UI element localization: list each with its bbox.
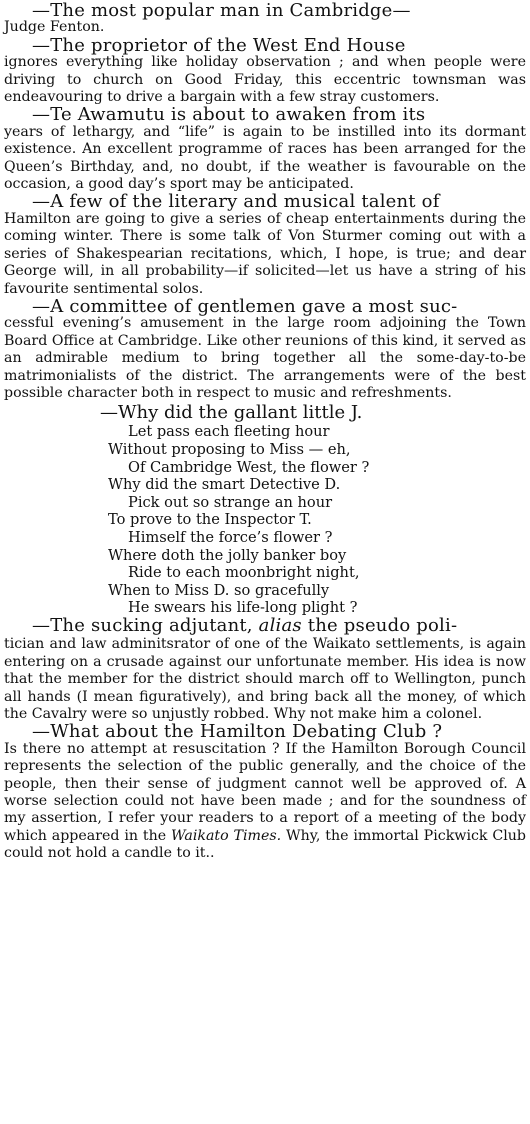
paragraph-adjutant [4,614,526,723]
paragraph-body-tail: Why, the immortal Pickwick Club could not hold a candle to it.. [4,827,527,862]
poem-line: Let pass each fleeting hour [128,423,330,441]
paragraph-debating-club [4,723,526,862]
poem-line: Pick out so strange an hour [128,493,333,511]
poem-line: To prove to the Inspector T. [108,511,312,529]
poem-line: He swears his life-long plight ? [128,599,358,617]
paragraph-body: tician and law adminitsrator of one of the Waikato settlements, is again entering on a crusade against our unfortunate member. His idea is now that the member for the district should march off to Wellington, punch all hands (I mean figuratively), and bring back all the money, of which the Cavalry were so unjustly robbed. Why not make him a colonel. [4,636,526,722]
paragraph-lead-tail: the pseudo poli- [301,614,458,636]
paragraph-body: ignores everything like holiday observation ; and when people were driving to church on Good Friday, this eccentric townsman was endeavouring to drive a bargain with a few stray customers. [4,54,526,106]
paragraph-lead-line [4,614,526,636]
paragraph-lead: —The proprietor of the West End House [32,34,406,56]
poem-line: Without proposing to Miss — eh, [108,440,351,458]
poem-line: Ride to each moonbright night, [128,564,360,582]
paragraph-lead-italic: alias [258,614,302,636]
paragraph-hamilton-talent [4,193,526,297]
paragraph-cambridge [4,2,526,37]
poem-line: Of Cambridge West, the flower ? [128,458,370,476]
poem-title: —Why did the gallant little J. [100,402,363,424]
paragraph-west-end-house [4,34,526,107]
paragraph-lead: —The sucking adjutant, [32,614,259,636]
paragraph-lead: —The most popular man in Cambridge— [32,0,411,21]
paragraph-body: cessful evening’s amusement in the large room adjoining the Town Board Office at Cambridge. Like other reunions of this kind, it served as an admirable medium to bring together all the some-day-to-be matrimonialists of the district. The arrangements were of the best possible character both in respect to music and refreshments. [4,315,526,401]
paragraph-lead: —A committee of gentlemen gave a most suc- [32,295,458,317]
paragraph-body: Is there no attempt at resuscitation ? If the Hamilton Borough Council represents the selection of the public generally, and the choice of the people, then their sense of judgment cannot well be approved of. A worse selection could not have been made ; and for the soundness of my assertion, I refer your readers to a report of a meeting of the body which appeared in the [4,740,526,844]
poem-line: Why did the smart Detective D. [108,476,341,494]
poem-line: Where doth the jolly banker boy [108,546,347,564]
paragraph-body: Hamilton are going to give a series of cheap entertainments during the coming winter. There is some talk of Von Sturmer coming out with a series of Shakespearian recitations, which, I hope, is true; and dear George will, in all probability—if solicited—let us have a string of his favourite sentimental solos. [4,210,526,297]
paragraph-lead: —A few of the literary and musical talent of [32,191,440,213]
paragraph-body: years of lethargy, and “life” is again to be instilled into its dormant existence. An excellent programme of races has been arranged for the Queen’s Birthday, and, no doubt, if the weather is favourable on the occasion, a good day’s sport may be anticipated. [4,123,526,193]
poem-line: Himself the force’s flower ? [128,528,333,546]
paragraph-body: Judge Fenton. [4,19,105,36]
paragraph-committee [4,295,526,402]
poem-line: When to Miss D. so gracefully [108,581,330,599]
paragraph-te-awamutu [4,106,526,193]
paragraph-lead: —What about the Hamilton Debating Club ? [32,721,443,743]
paragraph-lead: —Te Awamutu is about to awaken from its [32,104,426,126]
newspaper-title: Waikato Times. [171,827,282,844]
poem [4,402,526,617]
